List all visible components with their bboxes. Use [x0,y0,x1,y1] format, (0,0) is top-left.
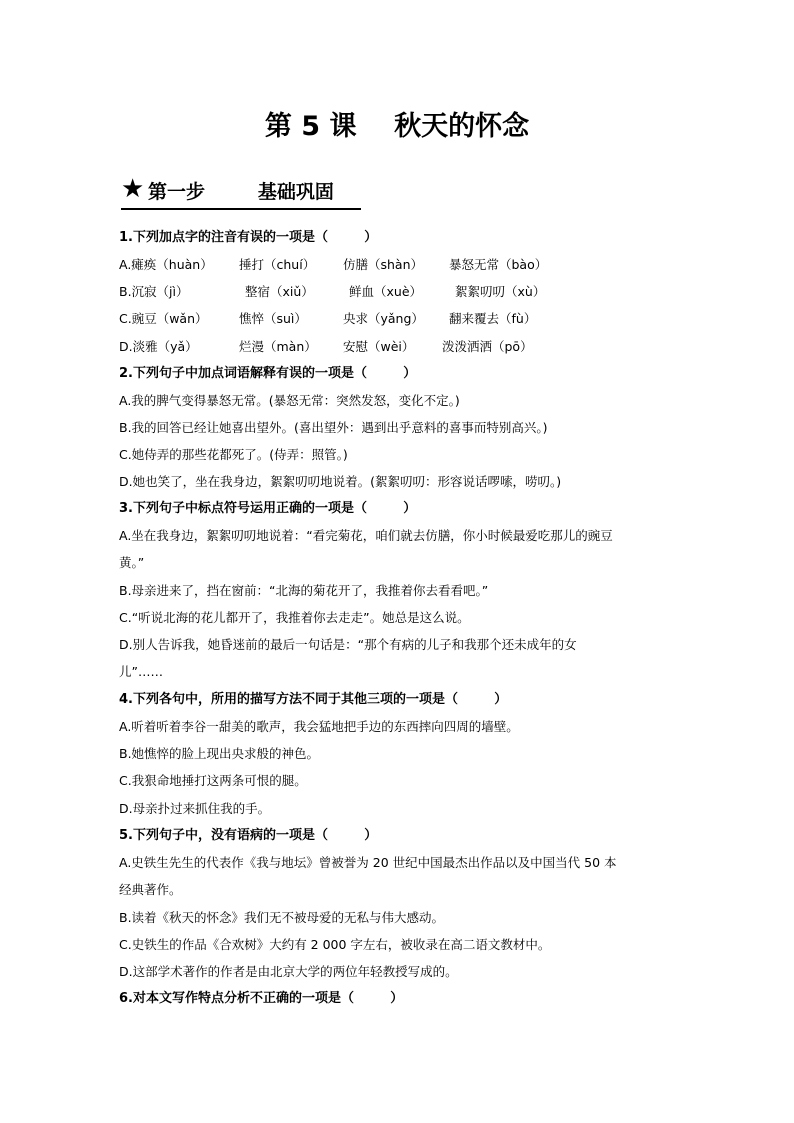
q3-option-b: B.母亲进来了，挡在窗前：“北海的菊花开了，我推着你去看看吧。” [119,583,489,598]
q2-option-b: B.我的回答已经让她喜出望外。(喜出望外：遇到出乎意料的喜事而特别高兴。) [119,420,548,435]
q1-option-b-2: 整宿（xiǔ） [245,284,314,299]
q3-option-a-line1: A.坐在我身边，絮絮叨叨地说着：“看完菊花，咱们就去仿膳，你小时候最爱吃那儿的豌豆 [119,528,613,543]
section-label: 第一步 基础巩固 [148,181,334,203]
q1-option-b-4: 絮絮叨叨（xù） [455,284,546,299]
q1-option-d-1: D.淡雅（yǎ） [119,339,198,354]
q1-option-c-2: 憔悴（suì） [239,311,307,326]
q5-option-d: D.这部学术著作的作者是由北京大学的两位年轻教授写成的。 [119,964,458,979]
q5-option-b: B.读着《秋天的怀念》我们无不被母爱的无私与伟大感动。 [119,910,445,925]
q1-option-a-2: 捶打（chuí） [239,257,316,272]
q5-option-c: C.史铁生的作品《合欢树》大约有 2 000 字左右，被收录在高二语文教材中。 [119,937,551,952]
q1-option-d-4: 泼泼洒洒（pō） [442,339,533,354]
question-1-stem: 1.下列加点字的注音有误的一项是（ ） [119,230,378,245]
q1-option-b-3: 鲜血（xuè） [349,284,423,299]
q1-option-a-1: A.瘫痪（huàn） [119,257,213,272]
q2-option-a: A.我的脾气变得暴怒无常。(暴怒无常：突然发怒，变化不定。) [119,393,460,408]
q1-option-d-3: 安慰（wèi） [343,339,415,354]
q1-option-c-4: 翻来覆去（fù） [449,311,537,326]
q1-option-a-4: 暴怒无常（bào） [449,257,548,272]
q4-option-d: D.母亲扑过来抓住我的手。 [119,801,271,816]
q5-option-a-line1: A.史铁生先生的代表作《我与地坛》曾被誉为 20 世纪中国最杰出作品以及中国当代 50 本 [119,855,617,870]
q1-option-c-3: 央求（yǎng） [343,311,424,326]
question-2-stem: 2.下列句子中加点词语解释有误的一项是（ ） [119,366,417,381]
question-5-stem: 5.下列句子中，没有语病的一项是（ ） [119,828,378,843]
q1-option-a-3: 仿膳（shàn） [343,257,424,272]
q2-option-d: D.她也笑了，坐在我身边，絮絮叨叨地说着。(絮絮叨叨：形容说话啰嗦，唠叨。) [119,474,562,489]
star-icon: ★ [121,174,145,204]
page-title: 第 5 课 秋天的怀念 [264,111,530,142]
q1-option-b-1: B.沉寂（jì） [119,284,189,299]
q4-option-b: B.她憔悴的脸上现出央求般的神色。 [119,746,320,761]
section-header [121,174,361,210]
q4-option-c: C.我狠命地捶打这两条可恨的腿。 [119,773,307,788]
q3-option-a-line2: 黄。” [119,555,145,570]
question-6-stem: 6.对本文写作特点分析不正确的一项是（ ） [119,991,404,1006]
q3-option-d-line1: D.别人告诉我，她昏迷前的最后一句话是：“那个有病的儿子和我那个还未成年的女 [119,637,577,652]
q1-option-d-2: 烂漫（màn） [239,339,317,354]
q3-option-d-line2: 儿”…… [119,664,163,679]
q2-option-c: C.她侍弄的那些花都死了。(侍弄：照管。) [119,447,348,462]
q3-option-c: C.“听说北海的花儿都开了，我推着你去走走”。她总是这么说。 [119,610,470,625]
question-3-stem: 3.下列句子中标点符号运用正确的一项是（ ） [119,501,417,516]
q1-option-c-1: C.豌豆（wǎn） [119,311,208,326]
question-4-stem: 4.下列各句中，所用的描写方法不同于其他三项的一项是（ ） [119,692,508,707]
q5-option-a-line2: 经典著作。 [119,882,182,897]
q4-option-a: A.听着听着李谷一甜美的歌声，我会猛地把手边的东西摔向四周的墙壁。 [119,719,519,734]
